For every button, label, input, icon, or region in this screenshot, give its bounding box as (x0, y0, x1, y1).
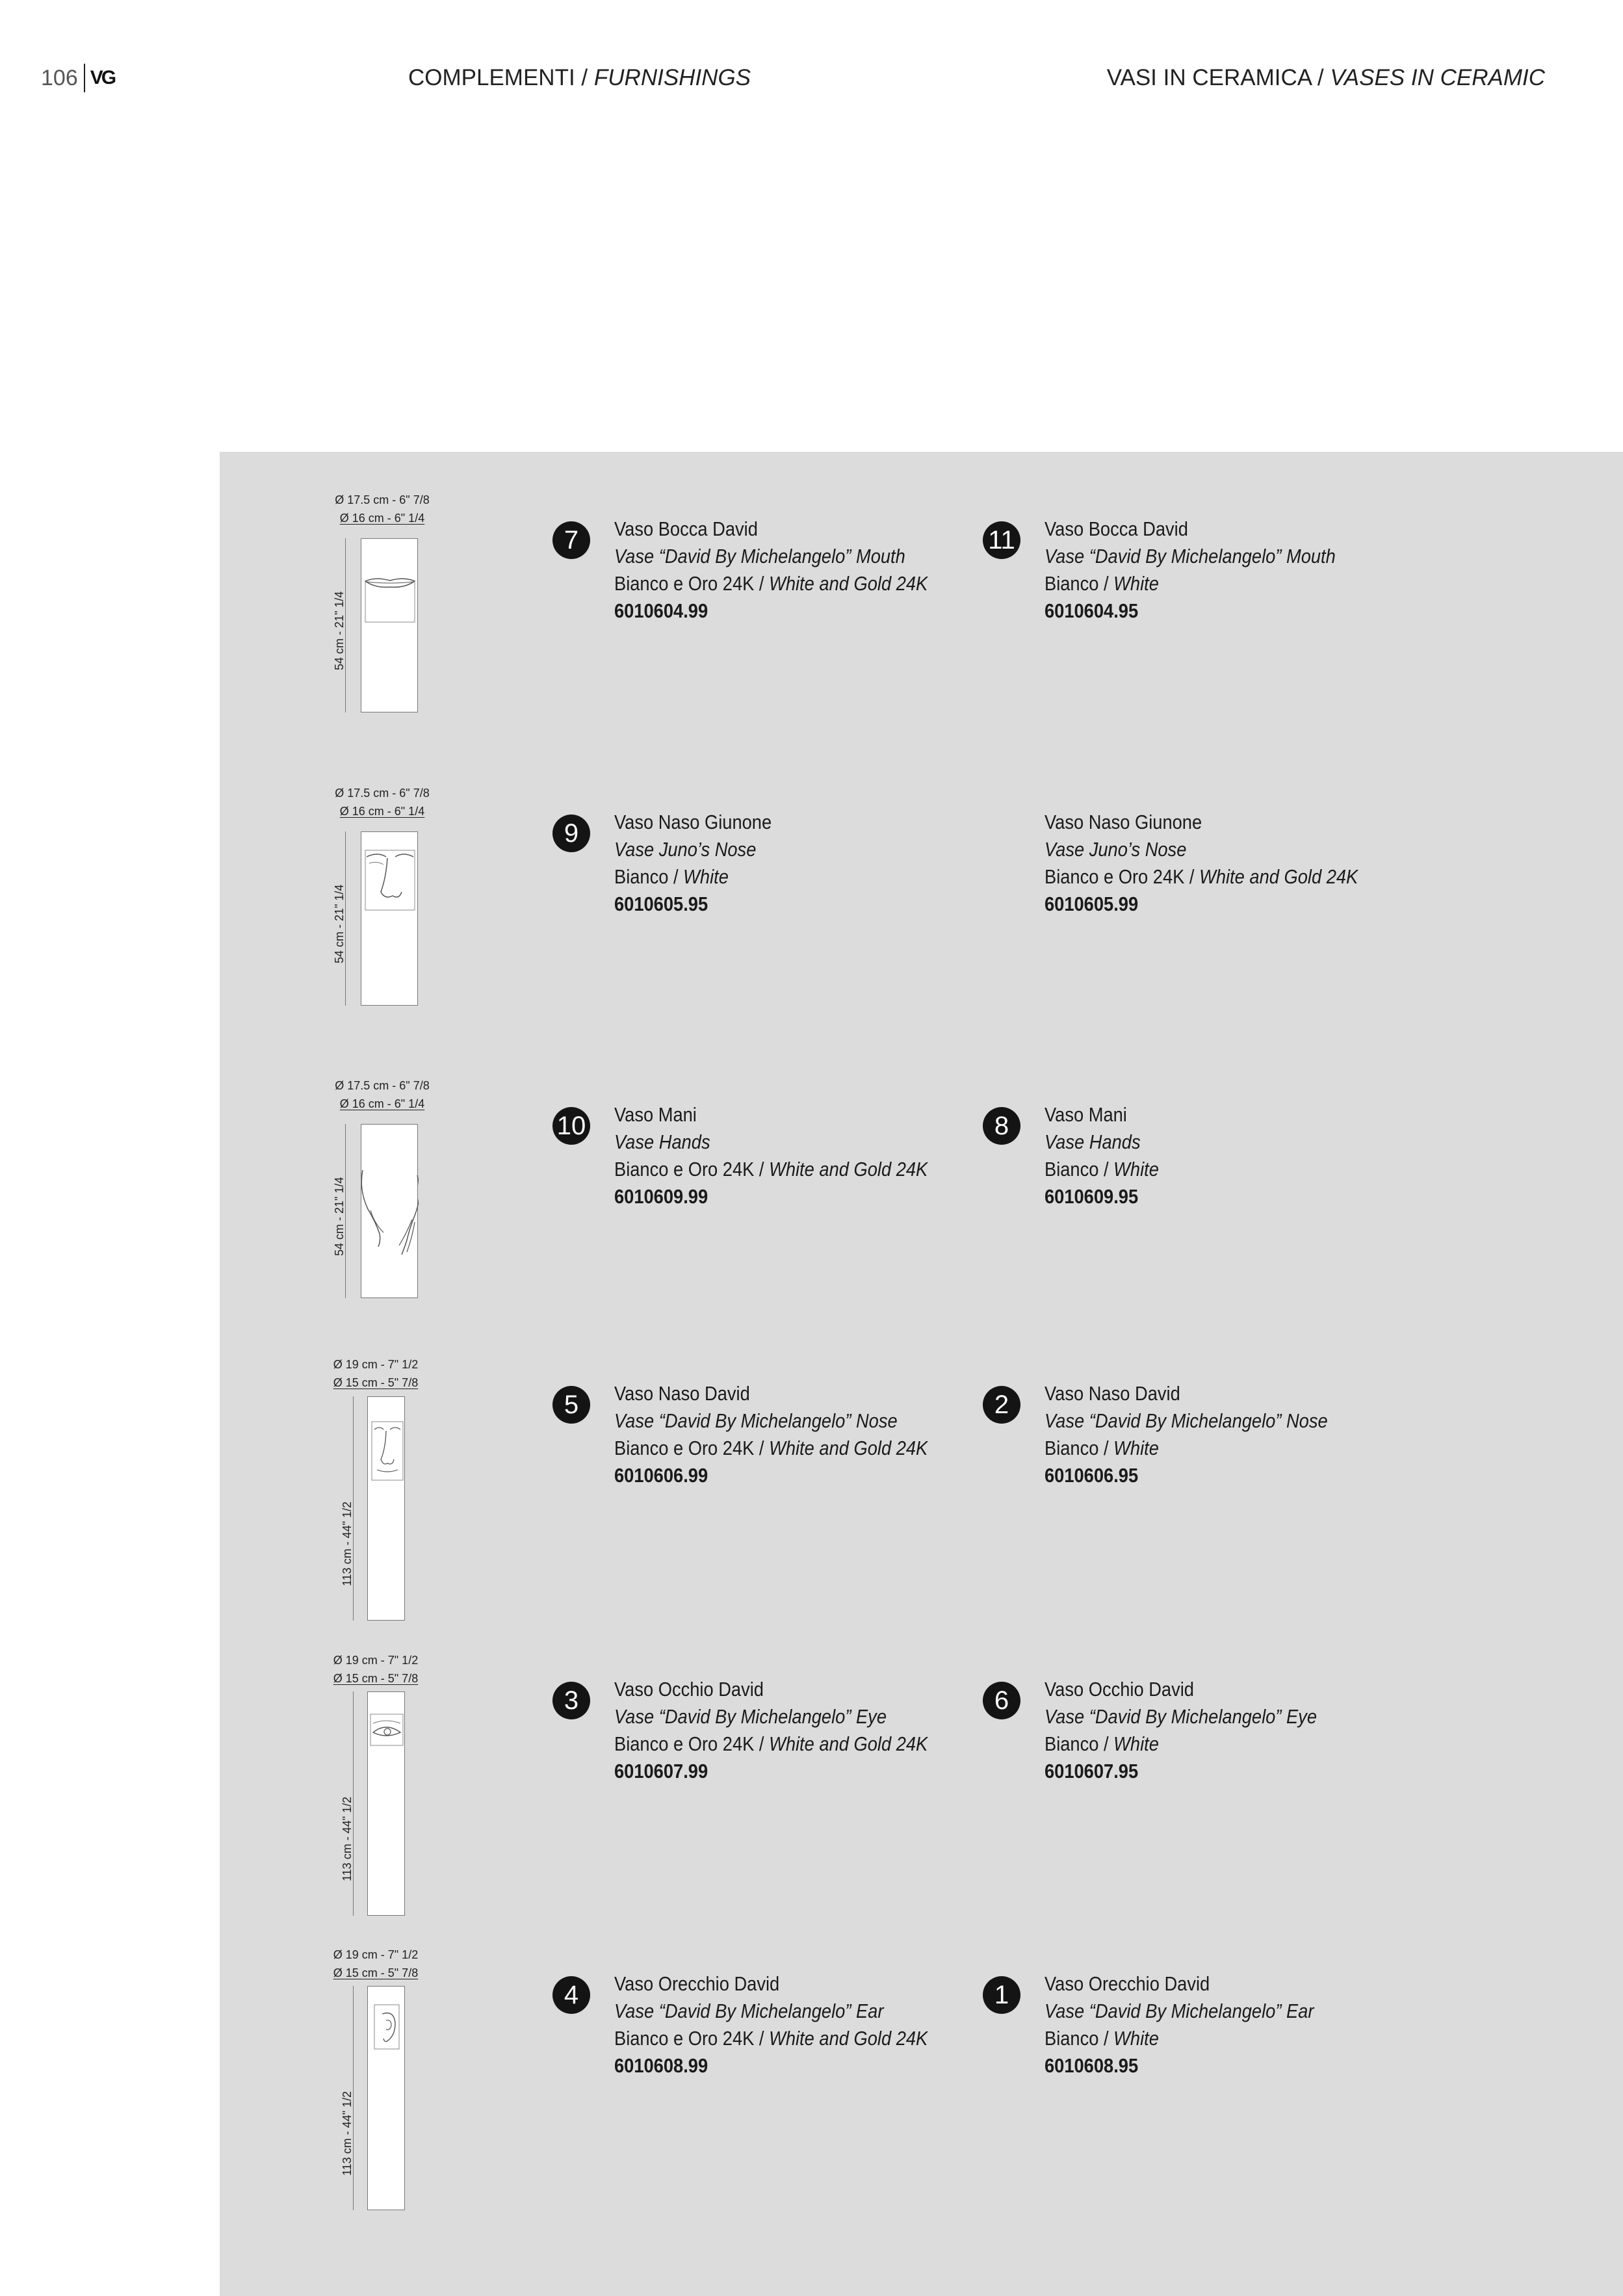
product-row (220, 452, 1623, 738)
category-title-sep: / (1311, 65, 1331, 90)
reference-badge: 6 (983, 1682, 1020, 1719)
product-code: 6010605.95 (614, 893, 708, 915)
product-code: 6010606.95 (1045, 1464, 1139, 1487)
product-code: 6010605.99 (1045, 893, 1139, 915)
product-name-en: Vase “David By Michelangelo” Mouth (1045, 545, 1336, 567)
category-title-it: VASI IN CERAMICA (1106, 65, 1312, 90)
product-code: 6010604.99 (614, 599, 708, 622)
ear-vase-icon (367, 1986, 405, 2210)
color-it: Bianco e Oro 24K / (1045, 865, 1200, 888)
section-title-sep: / (575, 65, 594, 90)
product-name: Vaso Bocca David (1045, 517, 1188, 540)
product-code: 6010608.95 (1045, 2054, 1139, 2077)
product-color (1045, 2025, 1314, 2052)
color-en: White and Gold 24K (1199, 865, 1358, 888)
product-color (1045, 1435, 1328, 1462)
height-label: 113 cm - 44" 1/2 (341, 2091, 354, 2176)
section-title-it: COMPLEMENTI (408, 65, 575, 90)
color-it: Bianco / (1045, 2027, 1114, 2050)
product-code: 6010609.95 (1045, 1185, 1139, 1208)
product-name: Vaso Orecchio David (1045, 1972, 1210, 1995)
vg-logo: VG (90, 67, 115, 88)
diameter-labels (311, 491, 454, 527)
reference-badge: 2 (983, 1386, 1020, 1424)
reference-badge: 11 (983, 521, 1020, 559)
color-it: Bianco e Oro 24K / (614, 2027, 770, 2050)
color-it: Bianco e Oro 24K / (614, 572, 770, 595)
product-name: Vaso Mani (1045, 1103, 1127, 1126)
diameter-bottom: Ø 15 cm - 5" 7/8 (333, 1672, 419, 1685)
color-en: White and Gold 24K (769, 1158, 928, 1181)
color-en: White and Gold 24K (769, 1437, 928, 1459)
color-en: White (1113, 2027, 1159, 2050)
height-label: 54 cm - 21" 1/4 (333, 1177, 346, 1256)
product-name-en: Vase Juno’s Nose (1045, 838, 1187, 861)
product-name-en: Vase Hands (1045, 1130, 1141, 1153)
product-code: 6010607.99 (614, 1760, 708, 1782)
product-code: 6010606.99 (614, 1464, 708, 1487)
product-color (1045, 1730, 1317, 1758)
diameter-top: Ø 19 cm - 7" 1/2 (333, 1654, 419, 1667)
page-number: 106 (41, 66, 78, 90)
diameter-bottom: Ø 15 cm - 5" 7/8 (333, 1966, 419, 1979)
product-row (220, 1612, 1623, 1898)
product-name-en: Vase “David By Michelangelo” Ear (1045, 2000, 1314, 2022)
diameter-top: Ø 17.5 cm - 6" 7/8 (335, 1079, 430, 1092)
section-title (408, 62, 751, 94)
color-it: Bianco e Oro 24K / (614, 1732, 770, 1755)
product-name-en: Vase “David By Michelangelo” Ear (614, 2000, 884, 2022)
product-row (220, 1316, 1623, 1602)
product-name-en: Vase Juno’s Nose (614, 838, 757, 861)
category-title-en: VASES IN CERAMIC (1330, 65, 1545, 90)
color-it: Bianco / (614, 865, 684, 888)
category-title (1107, 62, 1545, 94)
diameter-top: Ø 19 cm - 7" 1/2 (333, 1948, 419, 1961)
hands-vase-icon (361, 1124, 418, 1298)
diameter-bottom: Ø 16 cm - 6" 1/4 (339, 805, 425, 818)
product-name: Vaso Naso David (614, 1382, 750, 1405)
diameter-top: Ø 19 cm - 7" 1/2 (333, 1358, 419, 1371)
color-en: White and Gold 24K (769, 1732, 928, 1755)
product-row (220, 745, 1623, 1031)
color-it: Bianco / (1045, 1158, 1114, 1181)
nose-vase-icon (361, 831, 418, 1006)
tall-nose-vase-icon (367, 1396, 405, 1621)
product-code: 6010604.95 (1045, 599, 1139, 622)
product-name: Vaso Naso Giunone (614, 811, 772, 833)
diameter-labels (304, 1946, 447, 1982)
color-it: Bianco / (1045, 572, 1114, 595)
color-en: White and Gold 24K (769, 572, 928, 595)
product-color (614, 1435, 928, 1462)
product-color (1045, 863, 1358, 891)
diameter-bottom: Ø 16 cm - 6" 1/4 (339, 512, 425, 525)
color-it: Bianco e Oro 24K / (614, 1158, 770, 1181)
color-en: White (1113, 1732, 1159, 1755)
section-title-en: FURNISHINGS (593, 65, 751, 90)
product-color (614, 1156, 928, 1183)
product-color (614, 570, 928, 597)
vase-drawing (220, 745, 480, 1031)
vase-drawing (220, 1316, 480, 1602)
height-label: 54 cm - 21" 1/4 (333, 591, 346, 670)
reference-badge: 4 (552, 1976, 590, 2014)
color-it: Bianco / (1045, 1437, 1114, 1459)
color-en: White and Gold 24K (769, 2027, 928, 2050)
height-label: 54 cm - 21" 1/4 (333, 884, 346, 963)
diameter-bottom: Ø 15 cm - 5" 7/8 (333, 1376, 419, 1389)
product-name: Vaso Naso David (1045, 1382, 1180, 1405)
color-en: White (1113, 1437, 1159, 1459)
product-code: 6010608.99 (614, 2054, 708, 2077)
product-name-en: Vase “David By Michelangelo” Eye (1045, 1705, 1318, 1728)
diameter-top: Ø 17.5 cm - 6" 7/8 (335, 787, 430, 800)
color-en: White (1113, 572, 1159, 595)
diameter-labels (304, 1651, 447, 1688)
product-code: 6010607.95 (1045, 1760, 1139, 1782)
product-name: Vaso Bocca David (614, 517, 758, 540)
diameter-labels (304, 1355, 447, 1392)
product-color (614, 2025, 928, 2052)
reference-badge: 7 (552, 521, 590, 559)
color-it: Bianco e Oro 24K / (614, 1437, 770, 1459)
page-number-block (41, 62, 114, 94)
product-row (220, 1907, 1623, 2193)
product-color (1045, 1156, 1159, 1183)
reference-badge: 5 (552, 1386, 590, 1424)
product-row (220, 1037, 1623, 1324)
page-divider (84, 64, 85, 92)
product-name-en: Vase Hands (614, 1130, 710, 1153)
reference-badge: 1 (983, 1976, 1020, 2014)
product-name-en: Vase “David By Michelangelo” Mouth (614, 545, 905, 567)
reference-badge: 9 (552, 815, 590, 852)
product-name: Vaso Occhio David (1045, 1678, 1194, 1701)
product-color (614, 1730, 928, 1758)
vase-drawing (220, 1612, 480, 1898)
vase-drawing (220, 1907, 480, 2193)
diameter-bottom: Ø 16 cm - 6" 1/4 (339, 1097, 425, 1110)
product-name: Vaso Naso Giunone (1045, 811, 1202, 833)
eye-vase-icon (367, 1691, 405, 1916)
diameter-top: Ø 17.5 cm - 6" 7/8 (335, 493, 430, 506)
vase-drawing (220, 1037, 480, 1324)
product-name-en: Vase “David By Michelangelo” Nose (614, 1409, 898, 1432)
product-name: Vaso Mani (614, 1103, 697, 1126)
color-en: White (683, 865, 729, 888)
height-label: 113 cm - 44" 1/2 (341, 1796, 354, 1881)
diameter-labels (311, 1076, 454, 1113)
product-name: Vaso Orecchio David (614, 1972, 780, 1995)
reference-badge: 10 (552, 1107, 590, 1145)
vase-drawing (220, 452, 480, 738)
product-color (1045, 570, 1336, 597)
reference-badge: 8 (983, 1107, 1020, 1145)
product-name-en: Vase “David By Michelangelo” Eye (614, 1705, 887, 1728)
product-name: Vaso Occhio David (614, 1678, 764, 1701)
reference-badge: 3 (552, 1682, 590, 1719)
product-name-en: Vase “David By Michelangelo” Nose (1045, 1409, 1328, 1432)
product-code: 6010609.99 (614, 1185, 708, 1208)
color-it: Bianco / (1045, 1732, 1114, 1755)
product-color (614, 863, 772, 891)
height-label: 113 cm - 44" 1/2 (341, 1501, 354, 1586)
color-en: White (1113, 1158, 1159, 1181)
product-panel (220, 452, 1623, 2296)
mouth-vase-icon (361, 538, 418, 712)
diameter-labels (311, 784, 454, 820)
